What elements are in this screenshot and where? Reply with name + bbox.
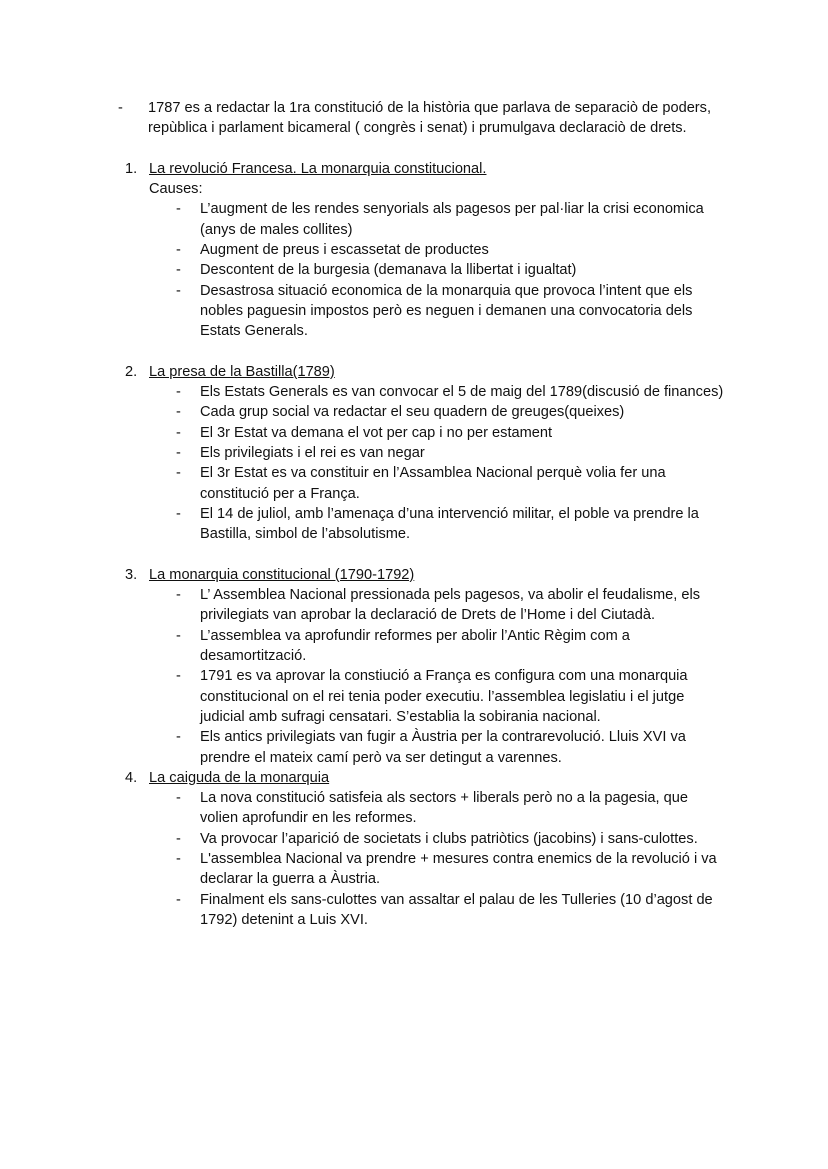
list-item-text: El 3r Estat es va constituir en l’Assamblea Nacional perquè volia fer una constitució per a França. (200, 465, 666, 502)
section-heading (0, 159, 828, 179)
bullet-dash: - (176, 465, 181, 482)
list-item-text: Cada grup social va redactar el seu quadern de greuges(queixes) (200, 404, 625, 421)
list-item-text: La nova constitució satisfeia als sectors + liberals però no a la pagesia, que volien aprofundir en les reformes. (200, 790, 688, 827)
section-heading (0, 362, 828, 382)
list-item-text: L’ Assemblea Nacional pressionada pels pagesos, va abolir el feudalisme, els privilegiats van aprobar la declaració de Drets de l’Home i del Ciutadà. (200, 587, 700, 624)
bullet-dash: - (176, 830, 181, 847)
bullet-dash: - (176, 505, 181, 522)
section-title: La caiguda de la monarquia (149, 769, 330, 786)
list-item-text: Desastrosa situació economica de la monarquia que provoca l’intent que els nobles paguesin impostos però es neguen i demanen una convocatoria dels Estats Generals. (200, 282, 693, 340)
bullet-dash: - (176, 668, 181, 685)
list-item-text: Augment de preus i escassetat de productes (200, 242, 489, 259)
section-1 (0, 159, 828, 342)
list-item (0, 849, 728, 890)
list-item (0, 382, 728, 402)
document-page (0, 98, 828, 930)
bullet-dash: - (176, 445, 181, 462)
list-item-text: El 14 de juliol, amb l’amenaça d’una intervenció militar, el poble va prendre la Bastilla, simbol de l’absolutisme. (200, 505, 699, 543)
section-title: La presa de la Bastilla(1789) (149, 363, 335, 380)
bullet-dash: - (176, 790, 181, 807)
section-title: La monarquia constitucional (1790-1792) (149, 566, 415, 583)
list-item-text: L’assemblea va aprofundir reformes per abolir l’Antic Règim com a desamortització. (200, 627, 630, 665)
bullet-dash: - (176, 627, 181, 644)
bullet-dash: - (176, 384, 181, 401)
section-title: La revolució Francesa. La monarquia constitucional. (149, 160, 487, 177)
section-number: 3. (125, 566, 138, 583)
bullet-dash: - (176, 242, 181, 259)
section-2 (0, 362, 828, 545)
bullet-dash: - (176, 424, 181, 441)
list-item-text: L'assemblea Nacional va prendre + mesures contra enemics de la revolució i va declarar la guerra a Àustria. (200, 850, 717, 888)
list-item (0, 402, 728, 422)
bullet-list (0, 382, 828, 544)
bullet-dash: - (176, 404, 181, 421)
section-number: 2. (125, 363, 138, 380)
list-item (0, 890, 728, 931)
list-item (0, 240, 728, 260)
list-item-text: El 3r Estat va demana el vot per cap i no per estament (200, 424, 553, 441)
list-item (0, 443, 728, 463)
list-item (0, 463, 728, 504)
bullet-dash: - (176, 282, 181, 299)
section-heading (0, 565, 828, 585)
bullet-dash: - (176, 262, 181, 279)
intro-text: 1787 es a redactar la 1ra constitució de la història que parlava de separaciò de poders, repùblica i parlament bicameral ( congrès i senat) i prumulgava declaraciò de drets. (148, 100, 712, 137)
list-item (0, 788, 728, 829)
list-item-text: Els antics privilegiats van fugir a Àustria per la contrarevolució. Lluis XVI va prendre el mateix camí però va ser detingut a varennes. (200, 729, 686, 766)
list-item (0, 199, 728, 240)
list-item-text: L’augment de les rendes senyorials als pagesos per pal·liar la crisi economica (anys de males collites) (200, 201, 704, 238)
section-4 (0, 768, 828, 930)
bullet-list (0, 788, 828, 930)
list-item-text: 1791 es va aprovar la constiució a França es configura com una monarquia constitucional on el rei tenia poder executiu. l’assemblea legislatiu i el jutge judicial amb sufragi censatari. S’establia la sobirania nacional. (200, 668, 688, 725)
section-number: 1. (125, 160, 138, 177)
bullet-dash: - (176, 891, 181, 908)
bullet-dash: - (176, 201, 181, 218)
list-item (0, 727, 728, 768)
section-3 (0, 565, 828, 768)
bullet-dash: - (118, 100, 123, 116)
bullet-dash: - (176, 587, 181, 604)
bullet-list (0, 199, 828, 341)
list-item (0, 585, 728, 626)
bullet-dash: - (176, 729, 181, 746)
list-item-text: Va provocar l’aparició de societats i clubs patriòtics (jacobins) i sans-culottes. (200, 830, 698, 847)
list-item-text: Finalment els sans-culottes van assaltar el palau de les Tulleries (10 d’agost de 1792) detenint a Luis XVI. (200, 891, 713, 928)
list-item (0, 504, 728, 545)
bullet-list (0, 585, 828, 768)
section-number: 4. (125, 769, 138, 786)
list-item (0, 626, 728, 667)
list-item (0, 281, 728, 342)
bullet-dash: - (176, 850, 181, 867)
list-item (0, 423, 728, 443)
list-item (0, 666, 728, 727)
section-subtitle: Causes: (149, 181, 203, 198)
list-item (0, 260, 728, 280)
section-heading (0, 768, 828, 788)
list-item-text: Descontent de la burgesia (demanava la llibertat i igualtat) (200, 262, 577, 279)
list-item-text: Els Estats Generals es van convocar el 5 de maig del 1789(discusió de finances) (200, 384, 724, 401)
intro-bullet (0, 98, 733, 139)
list-item-text: Els privilegiats i el rei es van negar (200, 445, 425, 462)
list-item (0, 829, 728, 849)
